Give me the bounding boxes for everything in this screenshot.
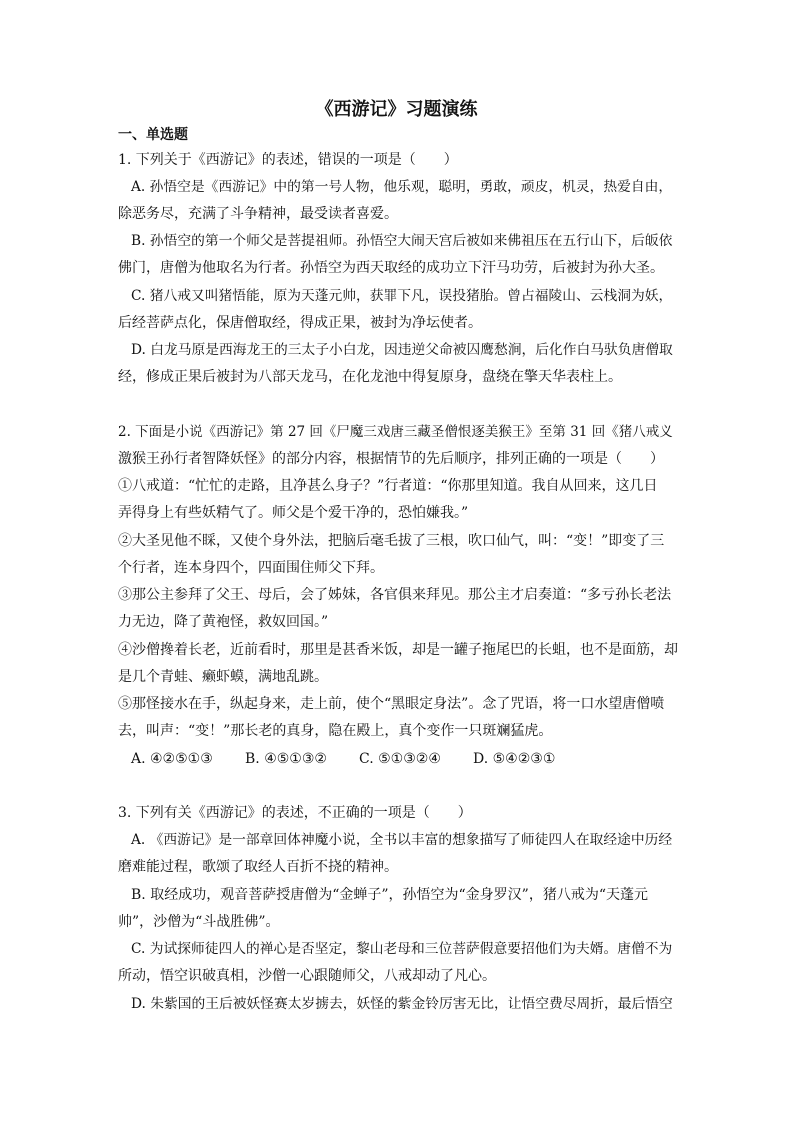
question-2-stem: 2. 下面是小说《西游记》第 27 回《尸魔三戏唐三藏圣僧恨逐美猴王》至第 31 回《猪八戒义: [118, 424, 673, 440]
question-1-option-d-cont: 经，修成正果后被封为八部天龙马，在化龙池中得复原身，盘绕在擎天华表柱上。: [118, 369, 622, 385]
question-3-option-d: D. 朱紫国的王后被妖怪赛太岁掳去，妖怪的紫金铃厉害无比，让悟空费尽周折，最后悟空: [131, 996, 673, 1012]
question-2-option-b: B. ④⑤①③②: [245, 751, 327, 767]
question-1-option-c: C. 猪八戒又叫猪悟能，原为天蓬元帅，获罪下凡，误投猪胎。曾占福陵山、云栈洞为妖，: [131, 288, 673, 304]
question-3-option-a: A. 《西游记》是一部章回体神魔小说，全书以丰富的想象描写了师徒四人在取经途中历经: [131, 832, 673, 848]
question-3-stem: 3. 下列有关《西游记》的表述，不正确的一项是（ ）: [118, 805, 472, 821]
question-1-option-d: D. 白龙马原是西海龙王的三太子小白龙，因违逆父命被囚鹰愁涧，后化作白马驮负唐僧取: [131, 342, 673, 358]
question-2-passage-5-cont: 去，叫声：“变！”那长老的真身，隐在殿上，真个变作一只斑斓猛虎。: [118, 723, 553, 739]
question-1-option-a: A. 孙悟空是《西游记》中的第一号人物，他乐观，聪明，勇敢，顽皮，机灵，热爱自由，: [131, 179, 673, 195]
question-2-stem-cont: 激猴王孙行者智降妖怪》的部分内容，根据情节的先后顺序，排列正确的一项是（ ）: [118, 451, 664, 467]
question-2-passage-1: ①八戒道：“忙忙的走路，且净甚么身子？”行者道：“你那里知道。我自从回来，这几日: [118, 478, 658, 494]
question-2-passage-3: ③那公主参拜了父王、母后，会了姊妹，各官俱来拜见。那公主才启奏道：“多亏孙长老法: [118, 587, 672, 603]
question-3-option-a-cont: 磨难能过程，歌颂了取经人百折不挠的精神。: [118, 859, 398, 875]
question-2-passage-3-cont: 力无边，降了黄袍怪，救奴回国。”: [118, 614, 329, 630]
question-1-option-c-cont: 后经菩萨点化，保唐僧取经，得成正果，被封为净坛使者。: [118, 315, 482, 331]
question-2-option-d: D. ⑤④②③①: [473, 751, 556, 767]
question-3-option-b: B. 取经成功，观音菩萨授唐僧为“金蝉子”，孙悟空为“金身罗汉”，猪八戒为“天蓬元: [131, 887, 648, 903]
question-2-option-c: C. ⑤①③②④: [359, 751, 441, 767]
question-2-passage-4: ④沙僧搀着长老，近前看时，那里是甚香米饭，却是一罐子拖尾巴的长蛆，也不是面筋，却: [118, 642, 678, 658]
question-1-option-b: B. 孙悟空的第一个师父是菩提祖师。孙悟空大闹天宫后被如来佛祖压在五行山下，后皈依: [131, 233, 673, 249]
question-1-option-a-cont: 除恶务尽，充满了斗争精神，最受读者喜爱。: [118, 206, 398, 222]
question-2-passage-4-cont: 是几个青蛙、癞虾蟆，满地乱跳。: [118, 669, 328, 685]
question-2-passage-1-cont: 弄得身上有些妖精气了。师父是个爱干净的，恐怕嫌我。”: [118, 505, 469, 521]
question-2-options: [131, 749, 555, 769]
question-1-stem: 1. 下列关于《西游记》的表述，错误的一项是（ ）: [118, 152, 458, 168]
question-1-option-b-cont: 佛门，唐僧为他取名为行者。孙悟空为西天取经的成功立下汗马功劳，后被封为孙大圣。: [118, 260, 664, 276]
question-2-passage-5: ⑤那怪接水在手，纵起身来，走上前，使个“黑眼定身法”。念了咒语，将一口水望唐僧喷: [118, 696, 665, 712]
question-2-option-a: A. ④②⑤①③: [131, 751, 213, 767]
question-3-option-c: C. 为试探师徒四人的禅心是否坚定，黎山老母和三位菩萨假意要招他们为夫婿。唐僧不为: [131, 941, 673, 957]
question-2-passage-2: ②大圣见他不睬，又使个身外法，把脑后毫毛拔了三根，吹口仙气，叫：“变！”即变了三: [118, 533, 665, 549]
document-title: 《西游记》习题演练: [315, 99, 478, 120]
question-2-passage-2-cont: 个行者，连本身四个，四面围住师父下拜。: [118, 560, 384, 576]
question-3-option-c-cont: 所动，悟空识破真相，沙僧一心跟随师父，八戒却动了凡心。: [118, 968, 496, 984]
section-heading: 一、单选题: [118, 127, 188, 143]
question-3-option-b-cont: 帅”，沙僧为“斗战胜佛”。: [118, 914, 280, 930]
